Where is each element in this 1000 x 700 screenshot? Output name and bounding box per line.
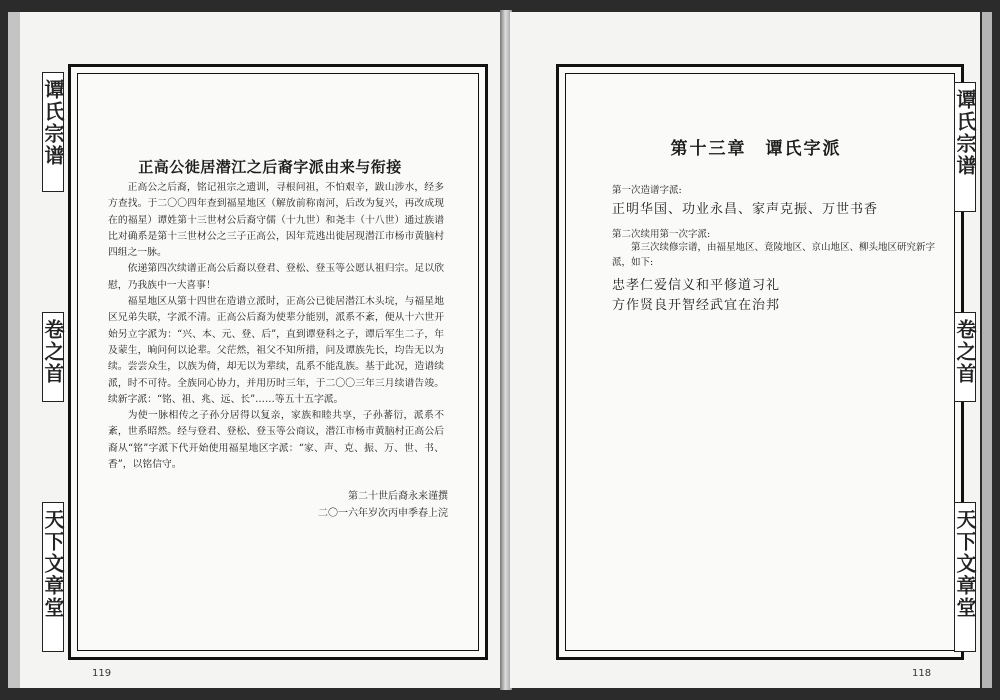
book-edge-left	[8, 12, 20, 688]
side-label: 卷之首	[953, 319, 977, 385]
left-page	[20, 12, 503, 688]
paragraph: 为使一脉相传之子孙分居得以复亲，家族和睦共享，子孙蕃衍，派系不紊，世系昭然。经与登君、登松、登玉等公商议，潜江市杨市黄脑村正高公后裔从“铭”字派下代开始使用福星地区字派：“家、声、克、振、万、世、书、香”，以铭信守。	[108, 410, 444, 471]
new-pattern-line-2: 方作贤良开智经武宜在治邦	[612, 298, 781, 313]
side-label: 谭氏宗谱	[41, 79, 65, 167]
section-title: 正高公徙居潜江之后裔字派由来与衔接	[138, 158, 402, 176]
side-band-top-right	[954, 82, 976, 212]
first-pattern-label: 第一次造谱字派:	[612, 185, 682, 196]
third-revision-desc: 第三次续修宗谱，由福星地区、竟陵地区、京山地区、柳头地区研究新字派，如下:	[612, 242, 936, 268]
book-edge-right	[982, 12, 992, 688]
side-label: 天下文章堂	[953, 509, 977, 619]
first-pattern-line: 正明华国、功业永昌、家声克振、万世书香	[612, 202, 879, 217]
side-band-top-left	[42, 72, 64, 192]
paragraph: 依递第四次续谱正高公后裔以登君、登松、登玉等公愿认祖归宗。足以欣慰，乃我族中一大喜事！	[108, 263, 444, 291]
page-number: 119	[92, 668, 112, 679]
side-band-bottom-right	[954, 502, 976, 652]
signature-author: 第二十世后裔永来谨撰	[348, 491, 448, 502]
side-band-bottom-left	[42, 502, 64, 652]
right-page-content	[556, 64, 958, 654]
page-number: 118	[912, 668, 932, 679]
side-label: 谭氏宗谱	[953, 89, 977, 177]
left-page-content	[68, 64, 482, 654]
signature	[238, 488, 448, 522]
second-pattern-label: 第二次续用第一次字派:	[612, 229, 711, 240]
paragraph: 正高公之后裔，铭记祖宗之遗训，寻根问祖，不怕艰辛，跋山涉水，经多方查找。于二〇〇四年查到福星地区（解放前称南河，后改为复兴，再改成现在的福星）谭姓第十三世材公后裔守儒（十九世）和尧丰（十八世）通过族谱比对确系是第十三世材公之三子正高公，因年荒逃出徙居现潜江市杨市黄脑村四组之一脉。	[108, 182, 444, 259]
paragraph: 福星地区从第十四世在造谱立派时，正高公已徙居潜江木头垸，与福星地区兄弟失联，字派不清。正高公后裔为使辈分能别，派系不紊，便从十六世开始另立字派为：“兴、本、元、登、后”，直到谭登科之子，谭后军生二子，年及蒙生，晌问何以论辈。父茫然，祖父不知所措，问及谭族先长，均告无以为续。尝尝众生，以族为倚，却无以为辈续，乱系不能乱族。基于此况，造谱续派，时不可待。全族同心协力，并用历时三年，于二〇〇三年三月续谱告竣。续新字派：“铭、祖、兆、远、长”……等五十五字派。	[108, 296, 444, 405]
side-label: 天下文章堂	[41, 509, 65, 619]
signature-date: 二〇一六年岁次丙申季春上浣	[318, 508, 448, 519]
side-band-mid-right	[954, 312, 976, 402]
new-pattern-line-1: 忠孝仁爱信义和平修道习礼	[612, 278, 781, 293]
chapter-title: 第十三章 谭氏字派	[670, 139, 842, 159]
side-label: 卷之首	[41, 319, 65, 385]
side-band-mid-left	[42, 312, 64, 402]
section-body	[108, 180, 444, 473]
right-page	[510, 12, 980, 688]
